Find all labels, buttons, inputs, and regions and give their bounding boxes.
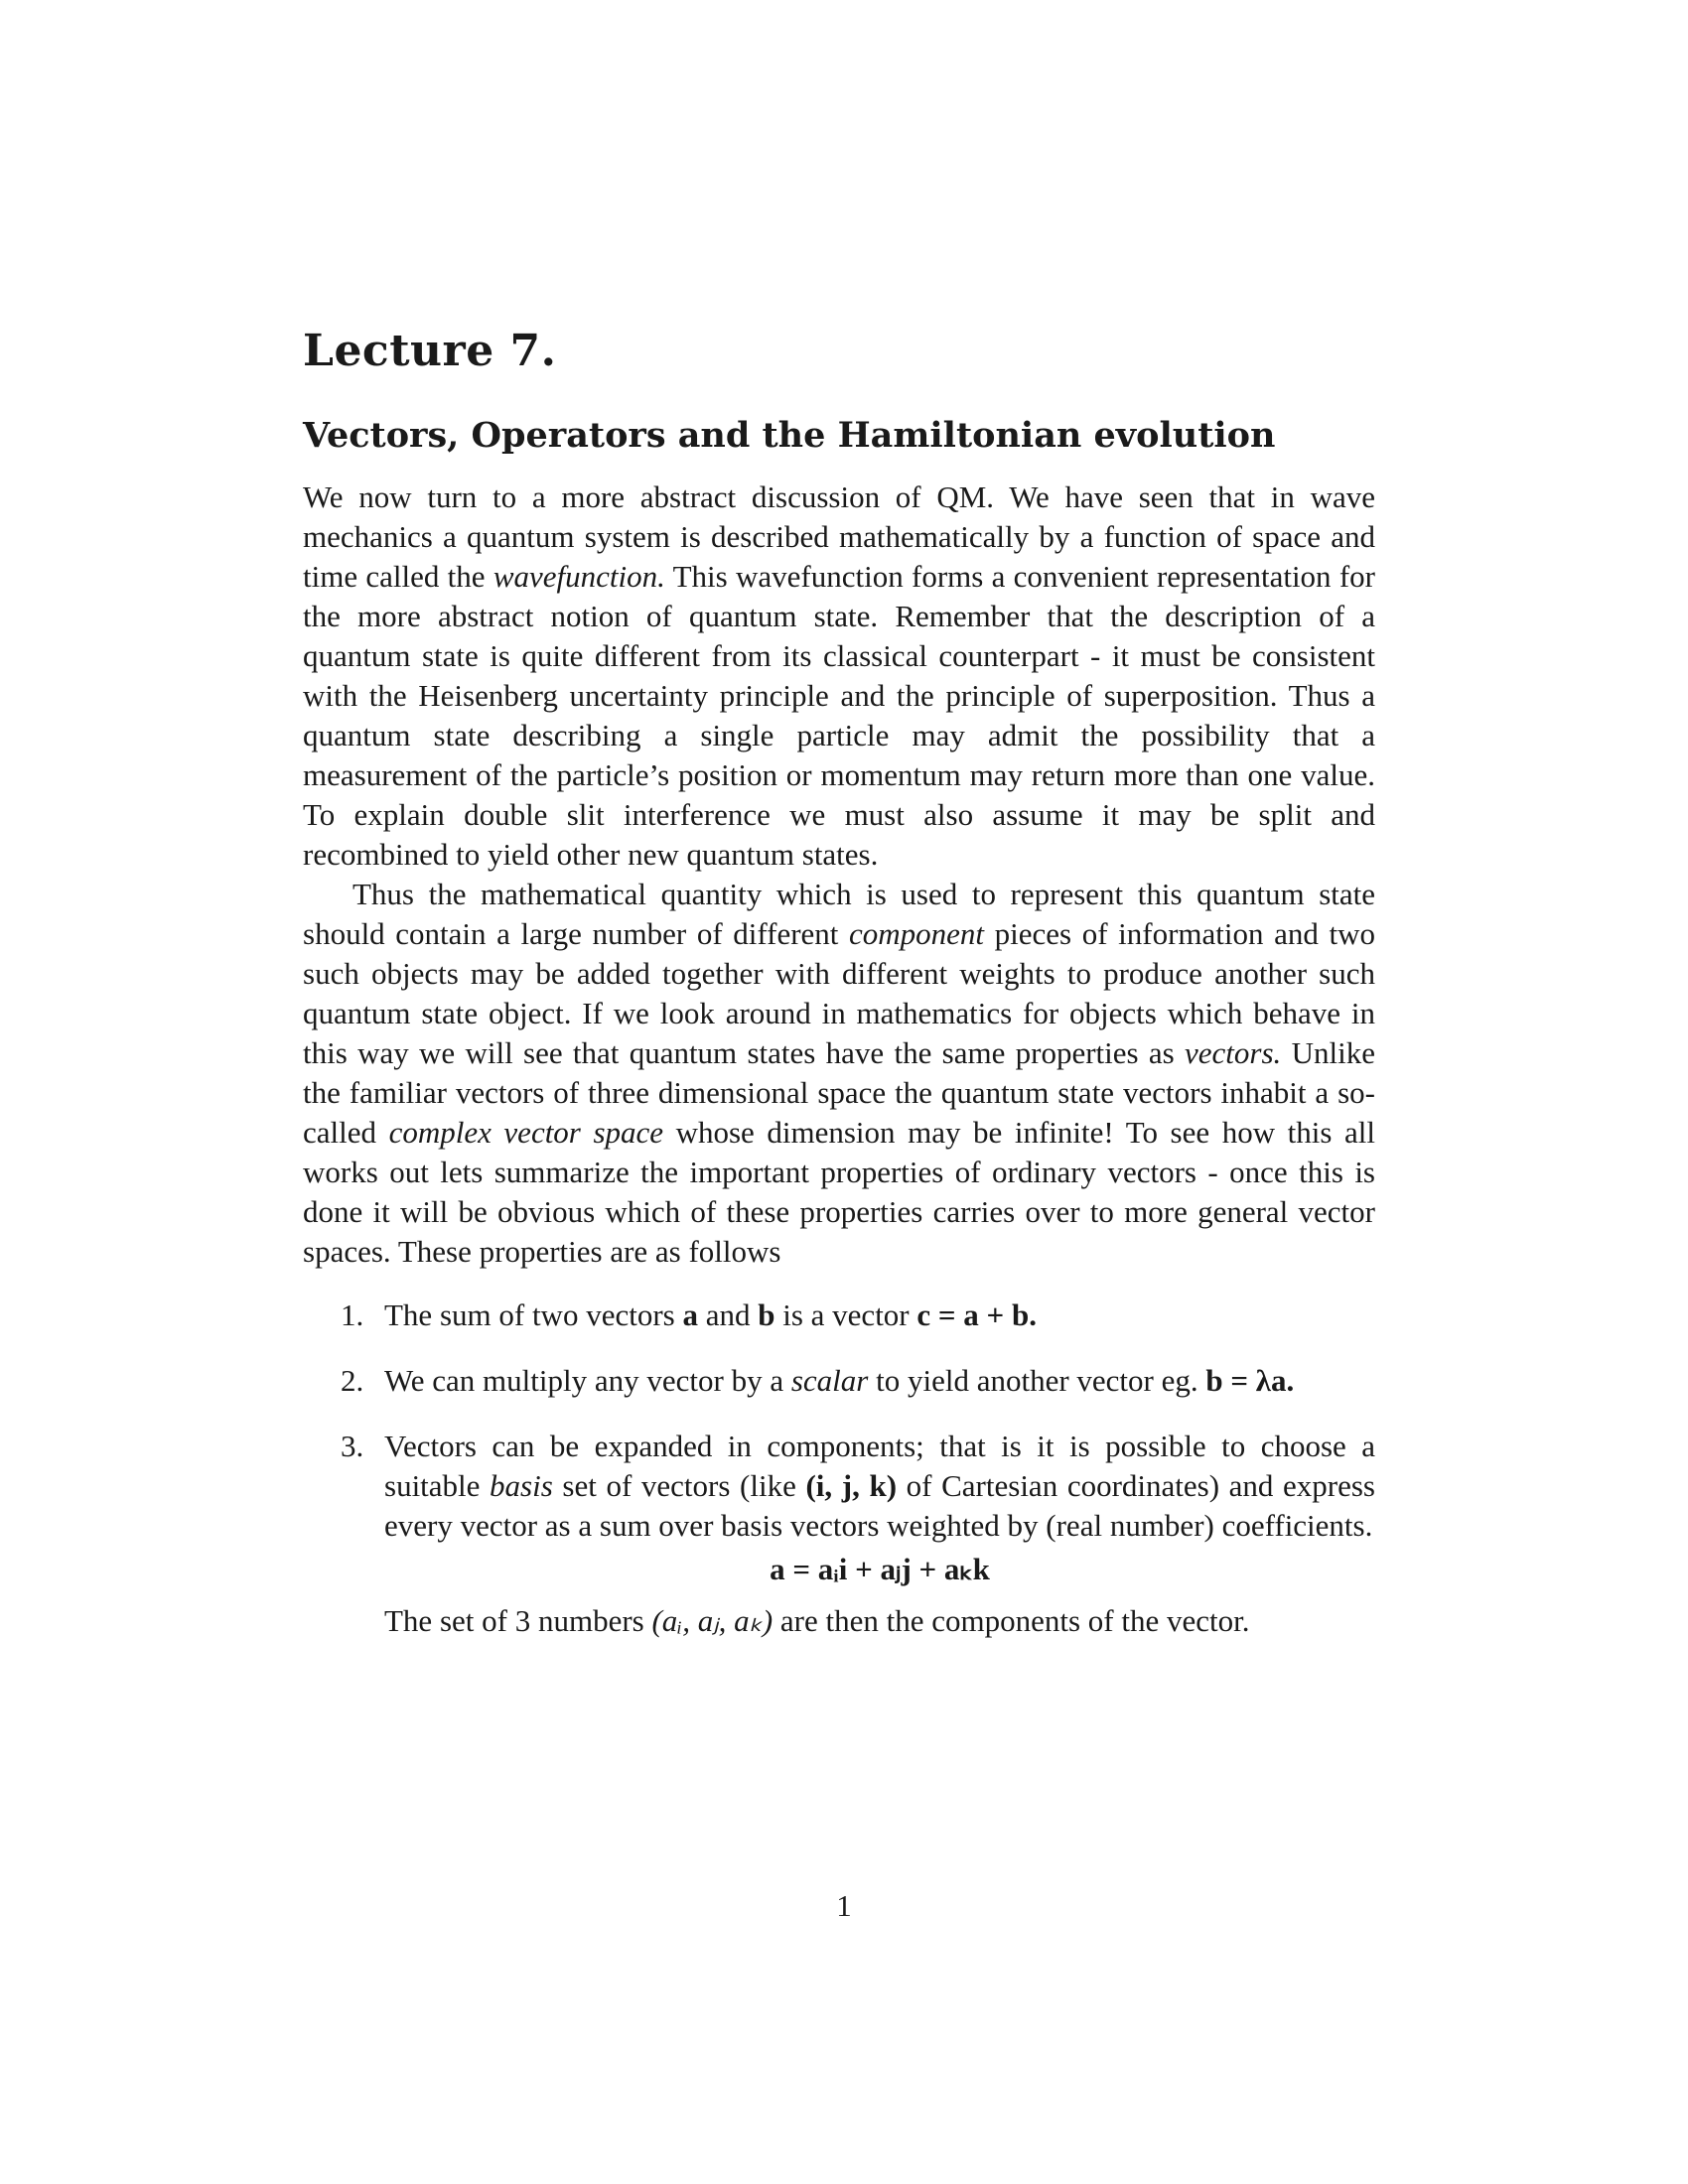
- page-number: 1: [836, 1888, 852, 1923]
- list-item: 2. We can multiply any vector by a scalar to yield another vector eg. b = λa.: [341, 1362, 1295, 1398]
- paragraph-vectors: Thus the mathematical quantity which is used to represent this quantum state should contain a large number of different component pieces of information and two such objects may be added together with different weights to produce another such quantum state object. If we look around in mathematics for objects which behave in this way we will see that quantum states have the same properties as vectors. Unlike the familiar vectors of three dimensional space the quantum state vectors inhabit a so-called complex vector space whose dimension may be infinite! To see how this all works out lets summarize the important properties of ordinary vectors - once this is done it will be obvious which of these properties carries over to more general vector spaces. These properties are as follows: [303, 876, 1375, 1269]
- page-content: [303, 328, 1375, 1641]
- list-item: 3. Vectors can be expanded in components; that is it is possible to choose a suitable basis set of vectors (like (i, j, k) of Cartesian coordinates) and express every vector as a sum over basis vectors weighted by (real number) coefficients. a = aᵢi + aⱼj + aₖk The set of 3 numbers (aᵢ, aⱼ, aₖ) are then the components of the vector.: [303, 1427, 1375, 1641]
- properties-list: [303, 1296, 1375, 1641]
- section-title: Vectors, Operators and the Hamiltonian evolution: [303, 415, 1276, 457]
- emphasis-wavefunction: wavefunction.: [492, 558, 665, 594]
- equation-inline: b = λa.: [1205, 1362, 1295, 1398]
- equation-display: a = aᵢi + aⱼj + aₖk: [770, 1551, 990, 1586]
- equation-inline: c = a + b.: [916, 1297, 1037, 1332]
- lecture-title: Lecture 7.: [303, 326, 557, 376]
- list-item: 1. The sum of two vectors a and b is a vector c = a + b.: [341, 1297, 1037, 1332]
- components-note: The set of 3 numbers (aᵢ, aⱼ, aₖ) are then the components of the vector.: [384, 1602, 1250, 1638]
- paragraph-intro: We now turn to a more abstract discussion of QM. We have seen that in wave mechanics a quantum system is described mathematically by a function of space and time called the wavefunction. This wavefunction forms a convenient representation for the more abstract notion of quantum state. Remember that the description of a quantum state is quite different from its classical counterpart - it must be consistent with the Heisenberg uncertainty principle and the principle of superposition. Thus a quantum state describing a single particle may admit the possibility that a measurement of the particle’s position or momentum may return more than one value. To explain double slit interference we must also assume it may be split and recombined to yield other new quantum states.: [303, 478, 1375, 872]
